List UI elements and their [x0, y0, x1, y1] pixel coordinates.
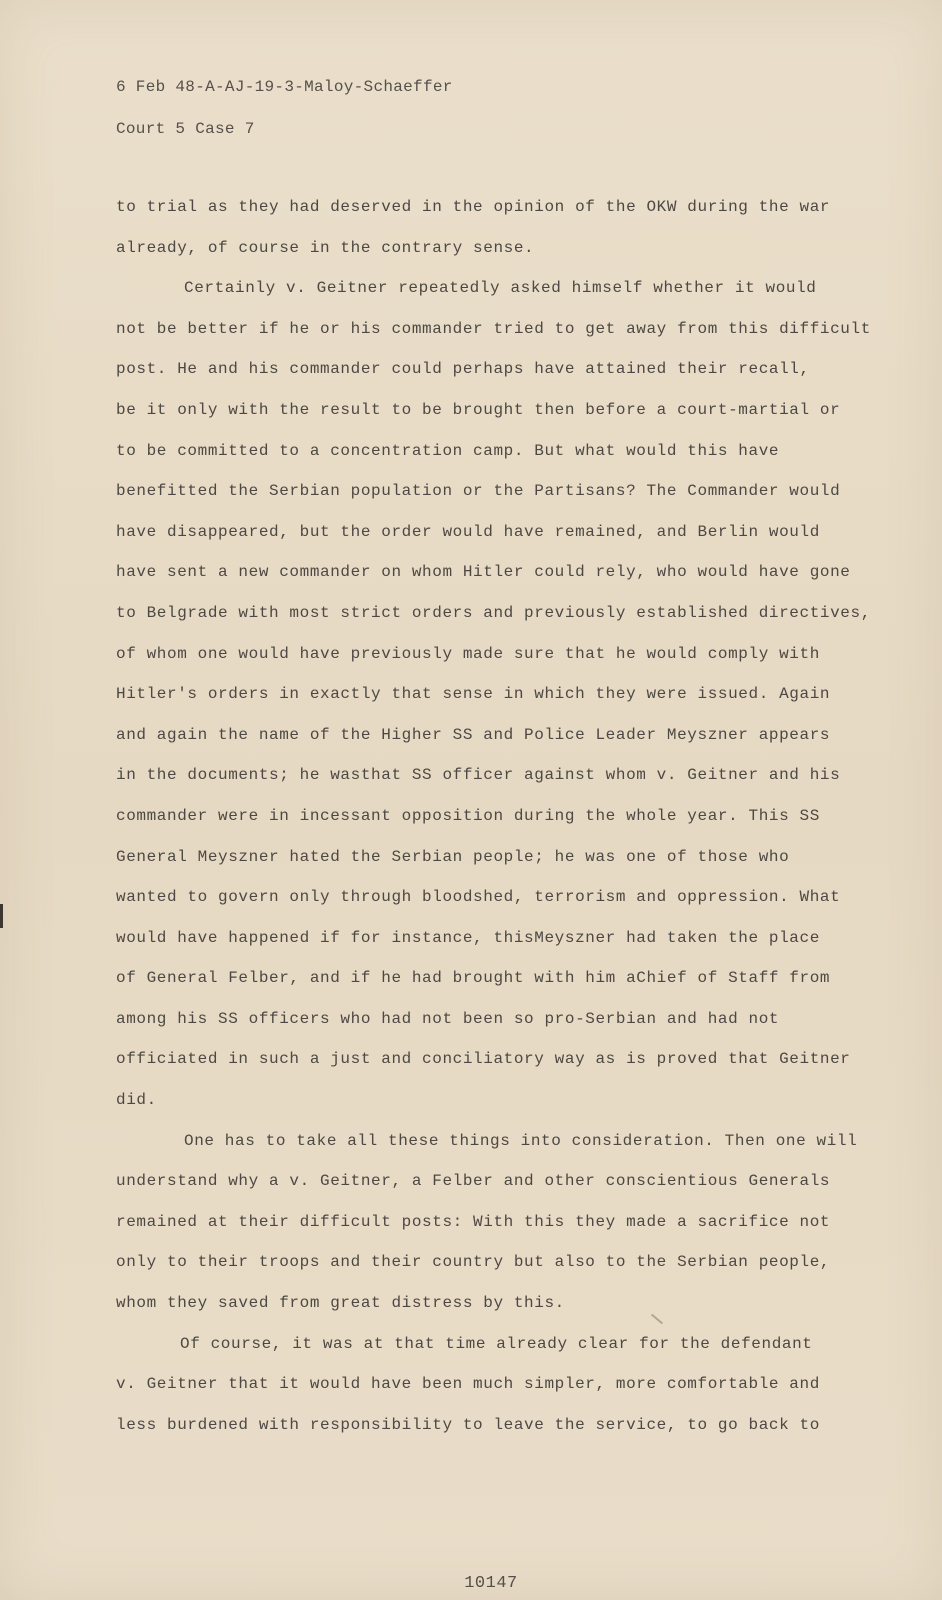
- body-line: post. He and his commander could perhaps have attained their recall,: [116, 360, 810, 379]
- body-line: less burdened with responsibility to leave the service, to go back to: [116, 1415, 820, 1434]
- body-line: understand why a v. Geitner, a Felber and other conscientious Generals: [116, 1172, 831, 1191]
- body-line: Hitler's orders in exactly that sense in which they were issued. Again: [116, 685, 831, 704]
- body-line: only to their troops and their country but also to the Serbian people,: [116, 1253, 831, 1272]
- header-court-case: Court 5 Case 7: [116, 120, 255, 138]
- body-line: not be better if he or his commander tried to get away from this difficult: [116, 319, 871, 338]
- body-line: already, of course in the contrary sense.: [116, 238, 535, 257]
- body-line: be it only with the result to be brought then before a court-martial or: [116, 400, 841, 419]
- paragraph-start-line: Of course, it was at that time already clear for the defendant: [180, 1334, 813, 1353]
- body-line: remained at their difficult posts: With this they made a sacrifice not: [116, 1212, 831, 1231]
- body-line: of whom one would have previously made sure that he would comply with: [116, 644, 820, 663]
- body-line: whom they saved from great distress by this.: [116, 1294, 565, 1313]
- body-line: officiated in such a just and conciliatory way as is proved that Geitner: [116, 1050, 851, 1069]
- body-line: to be committed to a concentration camp. But what would this have: [116, 441, 780, 460]
- body-line: have sent a new commander on whom Hitler could rely, who would have gone: [116, 563, 851, 582]
- document-body: [116, 194, 896, 1452]
- body-line: and again the name of the Higher SS and Police Leader Meyszner appears: [116, 725, 831, 744]
- body-line: have disappeared, but the order would have remained, and Berlin would: [116, 522, 820, 541]
- page-number: [0, 1574, 942, 1593]
- body-line: wanted to govern only through bloodshed, terrorism and oppression. What: [116, 888, 841, 907]
- paragraph-start-line: Certainly v. Geitner repeatedly asked himself whether it would: [184, 279, 817, 298]
- paragraph-start-line: One has to take all these things into consideration. Then one will: [184, 1131, 858, 1150]
- body-line: General Meyszner hated the Serbian people; he was one of those who: [116, 847, 790, 866]
- body-line: to trial as they had deserved in the opinion of the OKW during the war: [116, 198, 831, 216]
- body-line: did.: [116, 1091, 157, 1110]
- page-number-text: 10147: [464, 1574, 518, 1593]
- body-line: would have happened if for instance, thisMeyszner had taken the place: [116, 928, 820, 947]
- body-line: to Belgrade with most strict orders and previously established directives,: [116, 603, 871, 622]
- body-line: commander were in incessant opposition during the whole year. This SS: [116, 806, 820, 825]
- header-reference: 6 Feb 48-A-AJ-19-3-Maloy-Schaeffer: [116, 78, 453, 96]
- page-edge-mark: [0, 904, 3, 928]
- body-line: v. Geitner that it would have been much simpler, more comfortable and: [116, 1375, 820, 1394]
- body-line: of General Felber, and if he had brought with him aChief of Staff from: [116, 969, 831, 988]
- body-line: in the documents; he wasthat SS officer against whom v. Geitner and his: [116, 766, 841, 785]
- body-line: among his SS officers who had not been so pro-Serbian and had not: [116, 1009, 780, 1028]
- body-line: benefitted the Serbian population or the Partisans? The Commander would: [116, 482, 841, 501]
